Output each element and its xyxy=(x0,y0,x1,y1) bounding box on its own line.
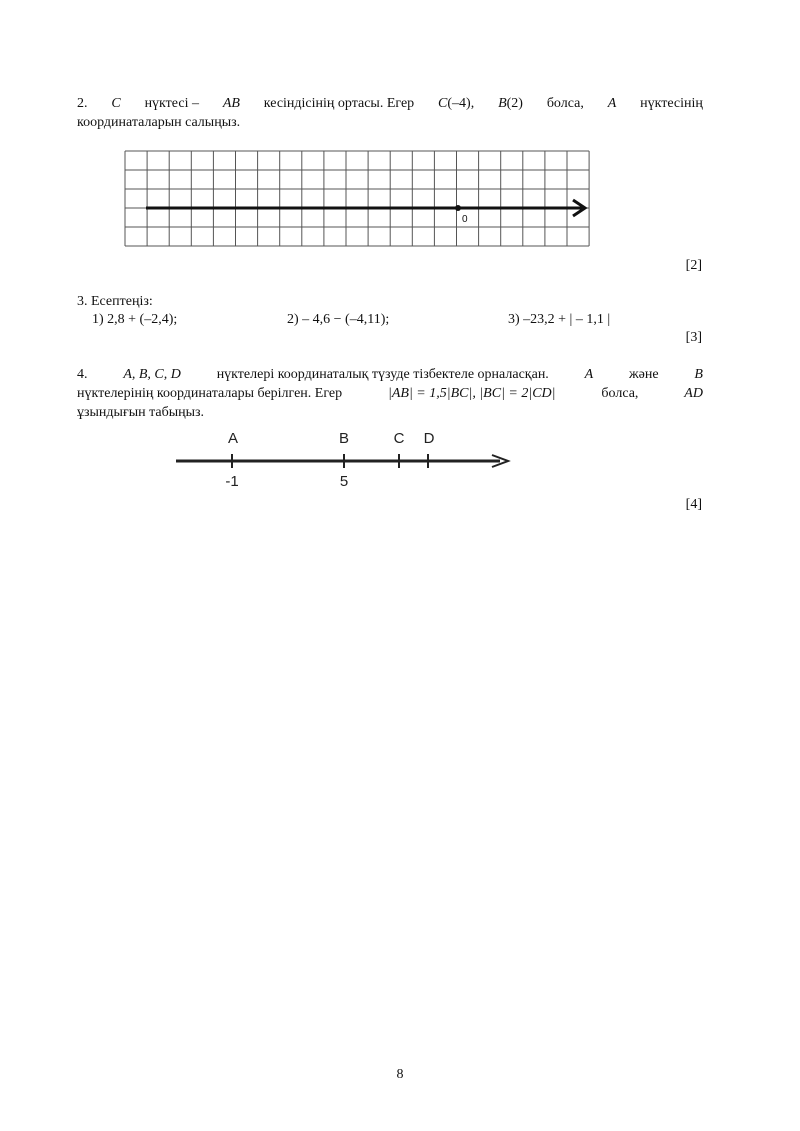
task2-text: нүктесі – xyxy=(144,96,199,111)
page-number: 8 xyxy=(396,1067,404,1082)
task2-text: нүктесінің xyxy=(640,96,703,111)
task2-statement-line2: координаталарын салыңыз. xyxy=(77,115,241,130)
task4-statement-line2 xyxy=(77,385,703,403)
segment-ad: AD xyxy=(684,386,703,401)
axis-label-c: C xyxy=(393,430,405,447)
point-b: B xyxy=(694,367,703,382)
task4-statement-line1 xyxy=(77,366,703,384)
origin-label: 0 xyxy=(462,214,468,225)
axis-label-a: A xyxy=(227,430,239,447)
tick-value-b: 5 xyxy=(339,473,349,490)
task4-text: болса, xyxy=(601,386,639,401)
task4-text: нүктелері координаталық түзуде тізбектеле орналасқан. xyxy=(216,367,549,382)
task4-points-list: A, B, C, D xyxy=(123,367,181,382)
point-a: A xyxy=(584,367,594,382)
task4-statement-line3: ұзындығын табыңыз. xyxy=(77,405,205,420)
point-a: A xyxy=(607,96,617,111)
task3-title: 3. Есептеңіз: xyxy=(77,294,153,309)
grid-lines xyxy=(125,151,589,246)
point-c: C xyxy=(111,96,121,111)
task2-text: болса, xyxy=(546,96,584,111)
task4-number-line xyxy=(170,423,520,493)
task3-item-3: 3) –23,2 + | – 1,1 | xyxy=(508,312,611,327)
task4-condition: |AB| = 1,5|BC|, |BC| = 2|CD| xyxy=(388,386,556,401)
task4-text: және xyxy=(629,367,659,382)
task4-text: нүктелерінің координаталары берілген. Егер xyxy=(77,386,343,401)
task2-text: кесіндісінің ортасы. Егер xyxy=(263,96,415,111)
segment-ab: AB xyxy=(222,96,240,111)
task4-number: 4. xyxy=(77,367,88,382)
axis-label-b: B xyxy=(338,430,350,447)
origin-point xyxy=(455,205,461,211)
task4-points: [4] xyxy=(685,497,702,512)
task2-statement-line1 xyxy=(77,95,703,113)
axis-label-d: D xyxy=(423,430,435,447)
task3-item-1: 1) 2,8 + (–2,4); xyxy=(92,312,178,327)
task3-item-2: 2) – 4,6 − (–4,11); xyxy=(287,312,390,327)
coord-c: C(–4), xyxy=(438,96,475,111)
task3-points: [3] xyxy=(685,330,702,345)
tick-value-a: -1 xyxy=(225,473,239,490)
task2-number: 2. xyxy=(77,96,88,111)
task2-points: [2] xyxy=(685,258,702,273)
coordinate-grid xyxy=(120,148,600,248)
coord-b: B(2) xyxy=(498,96,523,111)
